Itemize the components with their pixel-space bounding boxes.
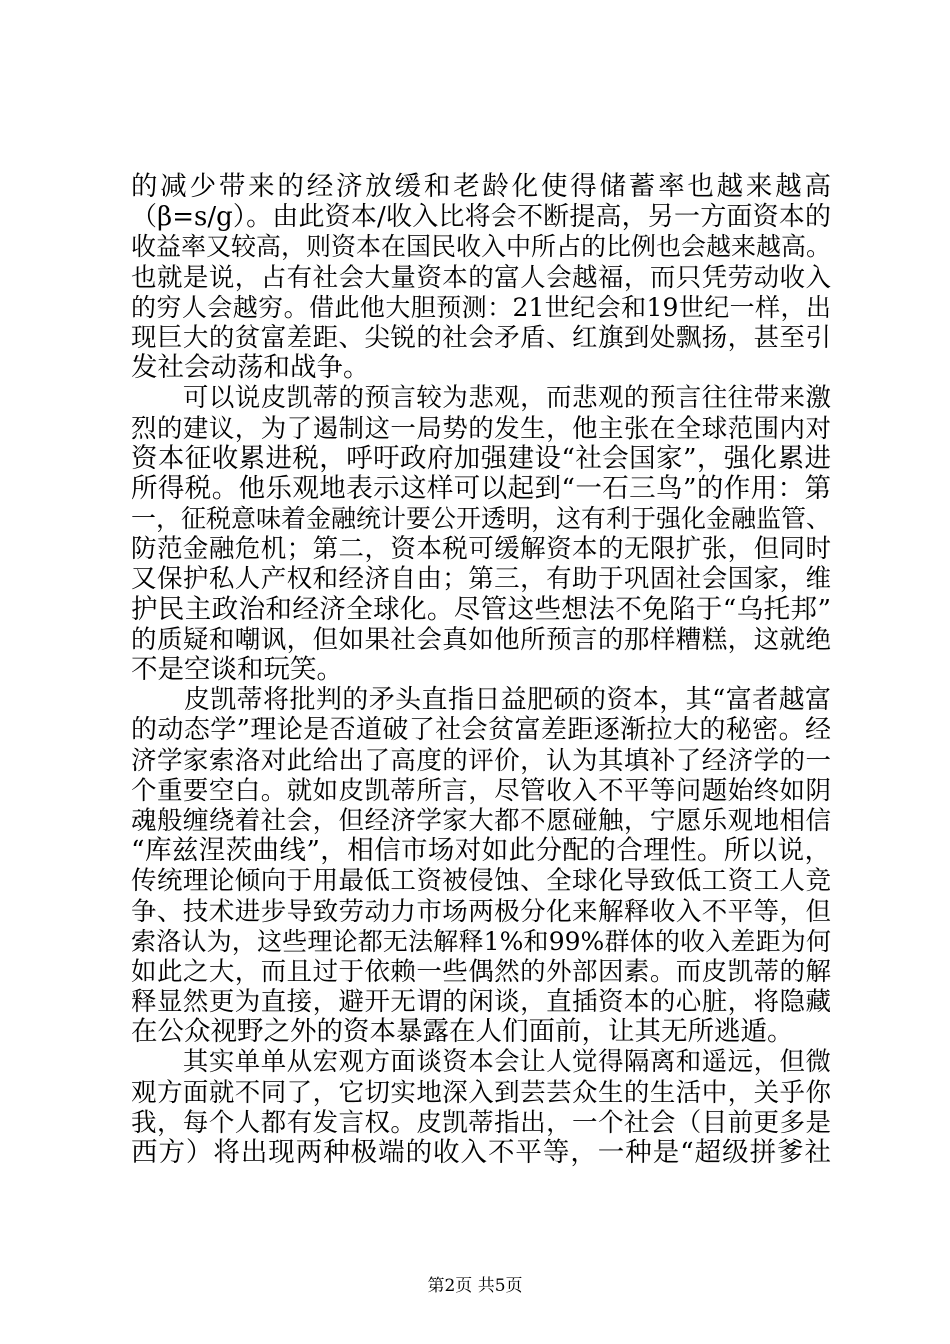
text-line: 发社会动荡和战争。 — [131, 352, 370, 384]
text-line: 我，每个人都有发言权。皮凯蒂指出，一个社会（目前更多是 — [131, 1107, 831, 1138]
text-line: 资本征收累进税，呼吁政府加强建设“社会国家”，强化累进 — [131, 442, 831, 474]
text-line: 其实单单从宏观方面谈资本会让人觉得隔离和遥远，但微 — [131, 1047, 831, 1078]
text-line: 释显然更为直接，避开无谓的闲谈，直插资本的心脏，将隐藏 — [131, 987, 831, 1018]
text-line: 烈的建议，为了遏制这一局势的发生，他主张在全球范围内对 — [131, 413, 831, 444]
text-line: 现巨大的贫富差距、尖锐的社会矛盾、红旗到处飘扬，甚至引 — [131, 322, 831, 353]
text-line: 在公众视野之外的资本暴露在人们面前，让其无所逃遁。 — [131, 1016, 794, 1048]
text-line: 魂般缠绕着社会，但经济学家大都不愿碰触，宁愿乐观地相信 — [131, 805, 831, 836]
text-line: 不是空谈和玩笑。 — [131, 654, 343, 685]
text-line: 济学家索洛对此给出了高度的评价，认为其填补了经济学的一 — [131, 745, 831, 776]
text-line: 一，征税意味着金融统计要公开透明，这有利于强化金融监管、 — [131, 504, 832, 534]
text-line: 西方）将出现两种极端的收入不平等，一种是“超级拼爹社 — [131, 1137, 831, 1168]
text-line: 又保护私人产权和经济自由；第三，有助于巩固社会国家，维 — [131, 564, 831, 595]
text-line: 索洛认为，这些理论都无法解释1%和99%群体的收入差距为何 — [131, 926, 831, 956]
text-line: 如此之大，而且过于依赖一些偶然的外部因素。而皮凯蒂的解 — [131, 956, 831, 987]
text-line: 争、技术进步导致劳动力市场两极分化来解释收入不平等，但 — [131, 896, 831, 927]
text-line: 收益率又较高，则资本在国民收入中所占的比例也会越来越高。 — [131, 232, 832, 262]
text-line: 观方面就不同了，它切实地深入到芸芸众生的生活中，关乎你 — [131, 1077, 831, 1108]
text-line: “库兹涅茨曲线”，相信市场对如此分配的合理性。所以说， — [131, 835, 831, 867]
text-line: 个重要空白。就如皮凯蒂所言，尽管收入不平等问题始终如阴 — [131, 775, 831, 806]
text-line: 可以说皮凯蒂的预言较为悲观，而悲观的预言往往带来激 — [131, 383, 831, 414]
text-line: 传统理论倾向于用最低工资被侵蚀、全球化导致低工资工人竞 — [131, 866, 831, 897]
text-line: 的动态学”理论是否道破了社会贫富差距逐渐拉大的秘密。经 — [131, 715, 831, 746]
text-line: 的减少带来的经济放缓和老龄化使得储蓄率也越来越高 — [131, 171, 831, 202]
text-line: （β=s/g）。由此资本/收入比将会不断提高，另一方面资本的 — [131, 202, 831, 233]
text-line: 也就是说，占有社会大量资本的富人会越福，而只凭劳动收入 — [131, 262, 831, 293]
page-number-footer: 第2页 共5页 — [427, 1276, 523, 1296]
text-line: 皮凯蒂将批判的矛头直指日益肥硕的资本，其“富者越富 — [131, 685, 831, 716]
text-line: 的质疑和嘲讽，但如果社会真如他所预言的那样糟糕，这就绝 — [131, 624, 831, 655]
text-line: 防范金融危机；第二，资本税可缓解资本的无限扩张，但同时 — [131, 534, 831, 565]
text-line: 的穷人会越穷。借此他大胆预测：21世纪会和19世纪一样，出 — [131, 292, 831, 322]
text-line: 护民主政治和经济全球化。尽管这些想法不免陷于“乌托邦” — [131, 593, 831, 625]
body-text — [131, 172, 831, 1168]
text-line: 所得税。他乐观地表示这样可以起到“一石三鸟”的作用：第 — [131, 472, 831, 504]
